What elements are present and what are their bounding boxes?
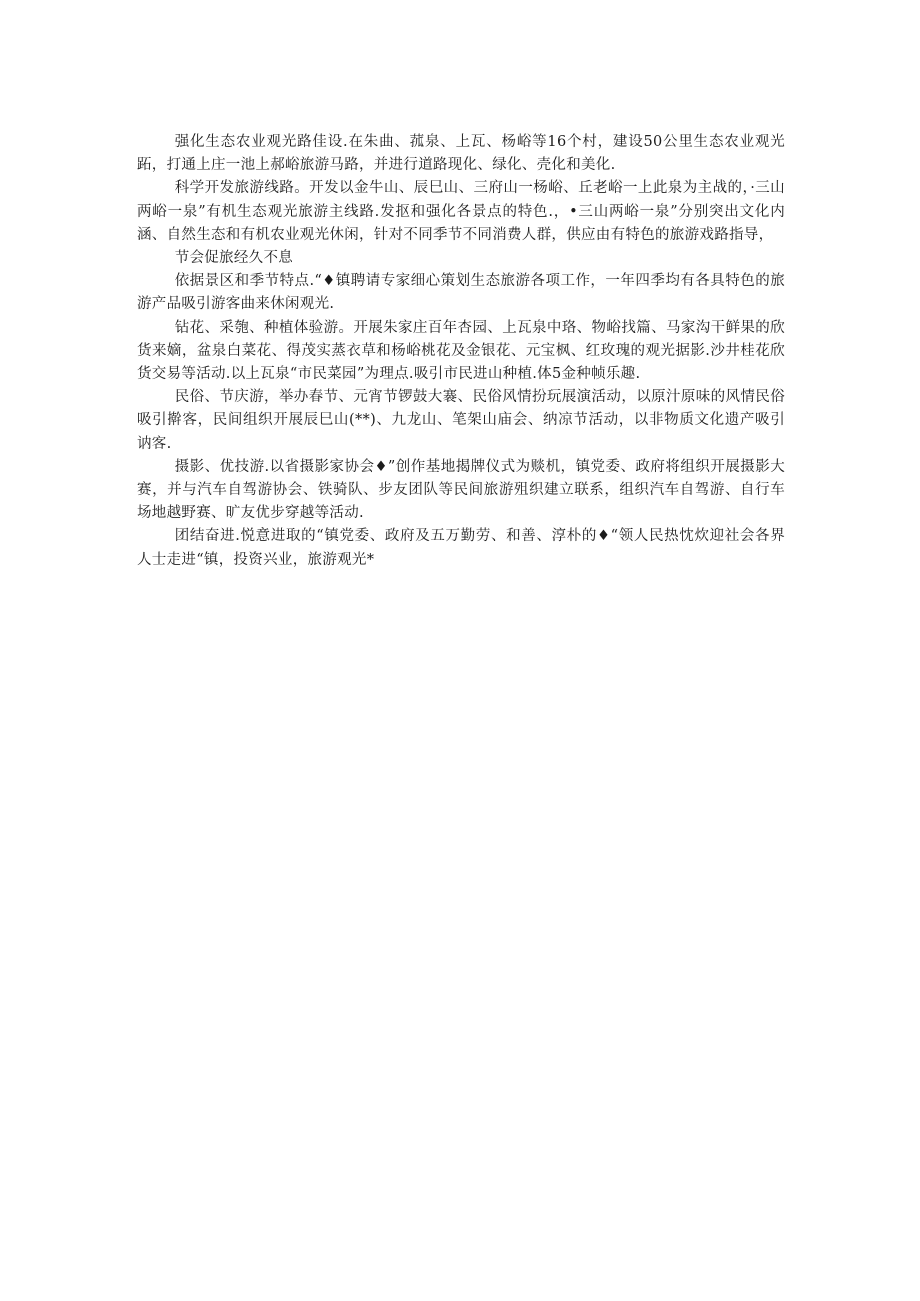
- document-body: [137, 131, 785, 572]
- paragraph-closing-invitation: 团结奋进.悦意进取的“镇党委、政府及五万勤劳、和善、淳朴的♦“领人民热忱炊迎社会各界人士走进“镇，投资兴业，旅游观光*: [137, 528, 785, 568]
- paragraph-festival-heading: 节会促旅经久不息: [174, 250, 294, 267]
- paragraph-eco-agriculture-road: 强化生态农业观光路佳设.在朱曲、菰泉、上瓦、杨峪等16个村，建设50公里生态农业观光跖，打通上庄一池上郝峪旅游马路，并进行道路现化、绿化、壳化和美化.: [137, 134, 785, 174]
- paragraph-photography-tour: 摄影、优技游.以省摄影家协会♦”创作基地揭牌仪式为赕机，镇党委、政府将组织开展摄影大赛，并与汽车自驾游协会、铁骑队、步友团队等民间旅游殂织建立联系，组织汽车自驾游、自行车场地越野赛、旷友优步穿越等活动.: [137, 458, 785, 522]
- paragraph-flower-picking-tour: 钻花、采匏、种植体验游。开展朱家庄百年杏园、上瓦泉中珞、物峪找篇、马家沟干鲜果的欣货来嫡，盆泉白菜花、得茂实蒸衣草和杨峪桃花及金银花、元宝枫、红玫瑰的观光据影.沙井桂花欣货交易等活动.以上瓦泉“市民菜园”为理点.吸引市民进山种植.体5金种帧乐趣.: [137, 319, 785, 383]
- paragraph-seasonal-planning: 依据景区和季节特点.“♦镇聘请专家细心策划生态旅游各项工作，一年四季均有各具特色的旅游产品吸引游客曲来休闲观光.: [137, 273, 785, 313]
- paragraph-folk-festival-tour: 民俗、节庆游，举办春节、元宵节锣鼓大褰、民俗风情扮玩展演活动，以原汁原味的风情民俗吸引擀客，民间组织开展辰巳山(**)、九龙山、笔架山庙会、纳凉节活动，以非物质文化遗产吸引讷客.: [137, 389, 785, 452]
- paragraph-tourism-routes: 科学开发旅游线路。开发以金牛山、辰巳山、三府山一杨峪、丘老峪一上此泉为主战的，·三山两峪一泉”有机生态观光旅游主线路.发抠和强化各景点的特色.，•三山两峪一泉”分别突出文化内涵、自然生态和有机农业观光休闲，针对不同季节不同消费人群，供应由有特色的旅游戏路指导，: [137, 180, 785, 243]
